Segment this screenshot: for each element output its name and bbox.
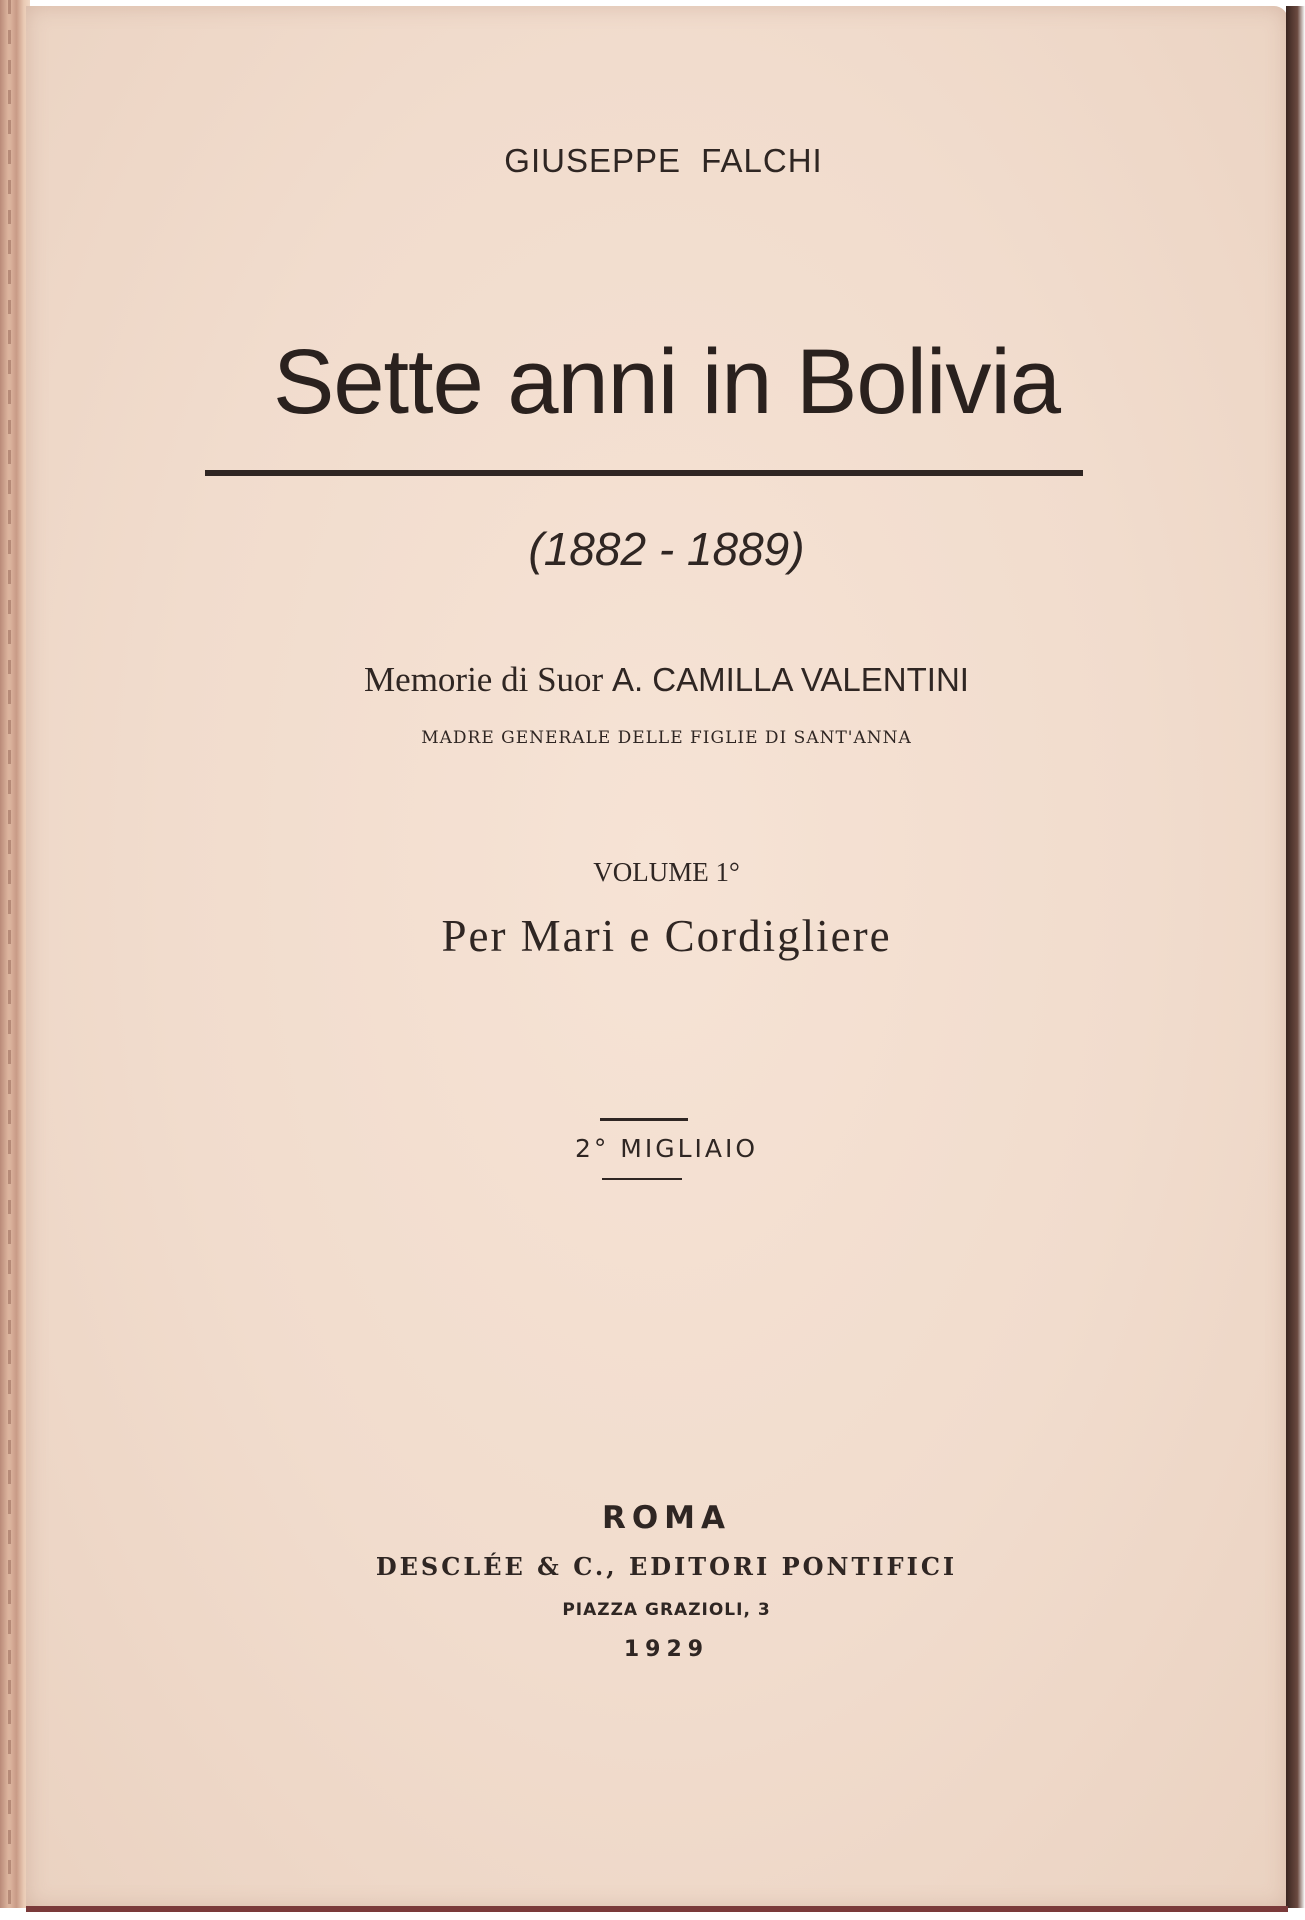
publication-city: ROMA (601, 1500, 732, 1536)
edition-rule-top (600, 1118, 688, 1121)
edition-label: 2° MIGLIAIO (574, 1134, 759, 1163)
author-name: GIUSEPPE FALCHI (504, 142, 823, 179)
memoir-line (0, 660, 1305, 700)
publication-year: 1929 (623, 1637, 710, 1662)
date-range: (1882 - 1889) (528, 523, 805, 575)
book-title: Sette anni in Bolivia (272, 331, 1061, 433)
publisher-address: PIAZZA GRAZIOLI, 3 (562, 1600, 771, 1620)
volume-number: VOLUME 1° (593, 857, 740, 887)
volume-subtitle: Per Mari e Cordigliere (441, 911, 892, 961)
memoir-prefix: Memorie di Suor (364, 660, 604, 699)
title-underline (205, 470, 1083, 476)
edition-rule-bottom (602, 1178, 682, 1180)
publisher-name: DESCLÉE & C., EDITORI PONTIFICI (375, 1552, 958, 1581)
memoir-name: A. CAMILLA VALENTINI (611, 661, 969, 698)
cover-edge (26, 1906, 1288, 1912)
congregation-line: MADRE GENERALE DELLE FIGLIE DI SANT'ANNA (421, 728, 912, 748)
